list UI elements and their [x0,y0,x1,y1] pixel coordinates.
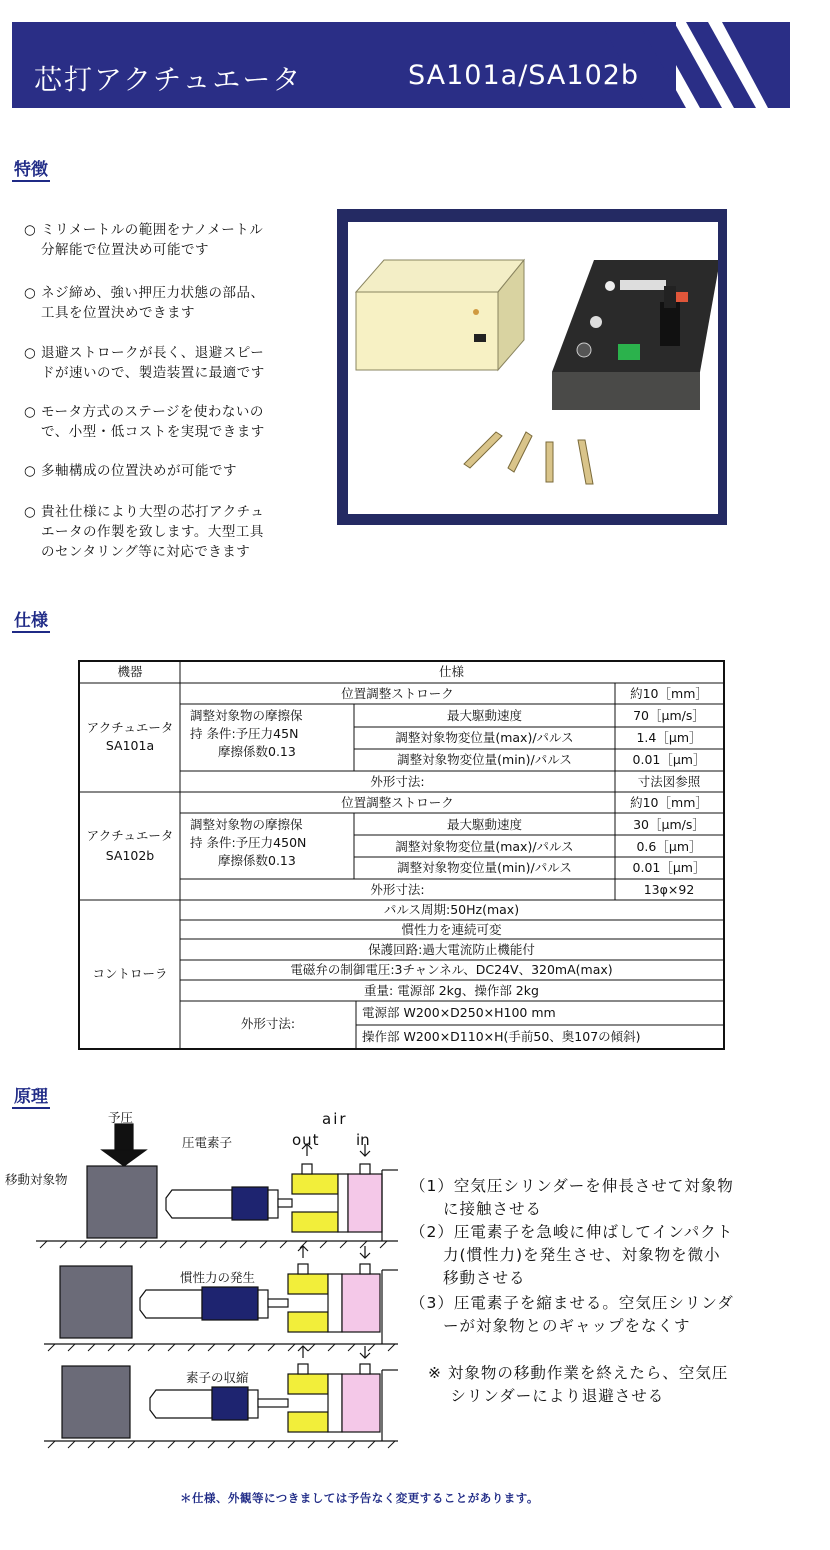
label-piezo: 圧電素子 [182,1135,233,1150]
feature-item: ○ 貴社仕様により大型の芯打アクチュ エータの作製を致します。大型工具 のセンタリング等に対応できます [24,504,265,560]
sa101a-dim-value: 寸法図参照 [637,774,701,789]
ground-hatch [40,1241,387,1248]
sa102b-min-value: 0.01［μm］ [632,860,706,875]
controller-spec-row: 重量: 電源部 2kg、操作部 2kg [364,983,539,998]
controller-box-icon [356,260,524,370]
feature-item: ○ 退避ストロークが長く、退避スピー ドが速いので、製造装置に最適です [24,345,265,381]
model-number: SA101a/SA102b [408,60,640,91]
feature-item: ○ ミリメートルの範囲をナノメートル 分解能で位置決め可能です [24,222,264,258]
label-preload: 予圧 [108,1110,134,1125]
sa101a-min-label: 調整対象物変位量(min)/パルス [397,752,572,767]
controller-spec-row: パルス周期:50Hz(max) [383,902,520,917]
sa101a-stroke-label: 位置調整ストローク [341,686,454,701]
diagram-stage-1 [36,1164,398,1241]
controller-spec-row: 電磁弁の制御電圧:3チャンネル、DC24V、320mA(max) [290,962,613,977]
product-photo [348,222,718,514]
control-panel-icon [552,260,718,410]
label-out: out [292,1131,320,1149]
sa101a-condition: 調整対象物の摩擦保 [190,708,303,723]
sa101a-speed-value: 70［μm/s］ [633,708,705,723]
sa101a-condition: 持 条件:予圧力45N [190,726,299,741]
sa101a-max-label: 調整対象物変位量(max)/パルス [395,730,574,745]
sa101a-name: アクチュエータ [86,720,174,735]
sa102b-min-label: 調整対象物変位量(min)/パルス [397,860,572,875]
principle-step: （3）圧電素子を縮ませる。空気圧シリンダ ーが対象物とのギャップをなくす [410,1294,734,1335]
sa101a-min-value: 0.01［μm］ [632,752,706,767]
sa102b-dim-label: 外形寸法: [370,882,425,897]
sa101a-dim-label: 外形寸法: [370,774,425,789]
sa102b-name: アクチュエータ [86,828,174,843]
label-air: air [322,1110,348,1128]
controller-dim-power: 電源部 W200×D250×H100 mm [362,1005,556,1020]
controller-dim-label: 外形寸法: [240,1016,296,1031]
spec-table [78,660,725,1050]
principle-heading: 原理 [14,1087,48,1107]
sa102b-condition: 持 条件:予圧力450N [190,835,307,850]
label-target: 移動対象物 [5,1172,68,1187]
air-arrow-icon [298,1246,370,1258]
sa101a-model: SA101a [105,738,155,753]
sa102b-max-value: 0.6［μm］ [636,839,702,854]
sa102b-max-label: 調整対象物変位量(max)/パルス [395,839,574,854]
sa101a-stroke-value: 約10［mm］ [630,686,708,701]
sa102b-stroke-value: 約10［mm］ [630,795,708,810]
sa102b-condition: 摩擦係数0.13 [218,853,296,868]
principle-note: ※ 対象物の移動作業を終えたら、空気圧 シリンダーにより退避させる [428,1364,729,1405]
sa102b-dim-value: 13φ×92 [643,882,695,897]
feature-item: ○ 多軸構成の位置決めが可能です [24,463,237,479]
label-shrink: 素子の収縮 [186,1370,249,1385]
footnote: ＊仕様、外観等につきましては予告なく変更することがあります。 [180,1491,539,1505]
ground-hatch [48,1441,395,1448]
ground-hatch [48,1344,395,1351]
sa102b-condition: 調整対象物の摩擦保 [190,817,303,832]
principle-step: （1）空気圧シリンダーを伸長させて対象物 に接触させる [410,1177,734,1218]
sa102b-stroke-label: 位置調整ストローク [341,795,454,810]
sa101a-max-value: 1.4［μm］ [636,730,702,745]
controller-dim-panel: 操作部 W200×D110×H(手前50、奥107の傾斜) [362,1029,641,1044]
col-spec-header: 仕様 [438,664,464,679]
controller-spec-row: 保護回路:過大電流防止機能付 [368,942,535,957]
features-heading: 特徴 [14,160,48,180]
controller-name: コントローラ [92,966,168,981]
spec-heading: 仕様 [14,611,48,631]
preload-arrow-icon [102,1124,146,1166]
sa102b-speed-value: 30［μm/s］ [633,817,705,832]
sa102b-speed-label: 最大駆動速度 [446,817,522,832]
controller-spec-row: 慣性力を連続可変 [401,922,502,937]
principle-step: （2）圧電素子を急峻に伸ばしてインパクト 力(慣性力)を発生させ、対象物を微小 移動させる [410,1223,734,1287]
sa101a-speed-label: 最大駆動速度 [446,708,522,723]
label-in: in [356,1131,370,1149]
diagram-stage-2 [44,1248,398,1344]
col-device-header: 機器 [117,664,143,679]
actuator-pin-icon [464,432,593,484]
air-arrow-icon [298,1346,370,1358]
label-inertia: 慣性力の発生 [180,1270,256,1285]
feature-item: ○ ネジ締め、強い押圧力状態の部品、 工具を位置決めできます [24,285,265,321]
sa101a-condition: 摩擦係数0.13 [218,744,296,759]
page-title: 芯打アクチュエータ [34,63,303,96]
feature-item: ○ モータ方式のステージを使わないの で、小型・低コストを実現できます [24,404,265,440]
sa102b-model: SA102b [105,848,155,863]
